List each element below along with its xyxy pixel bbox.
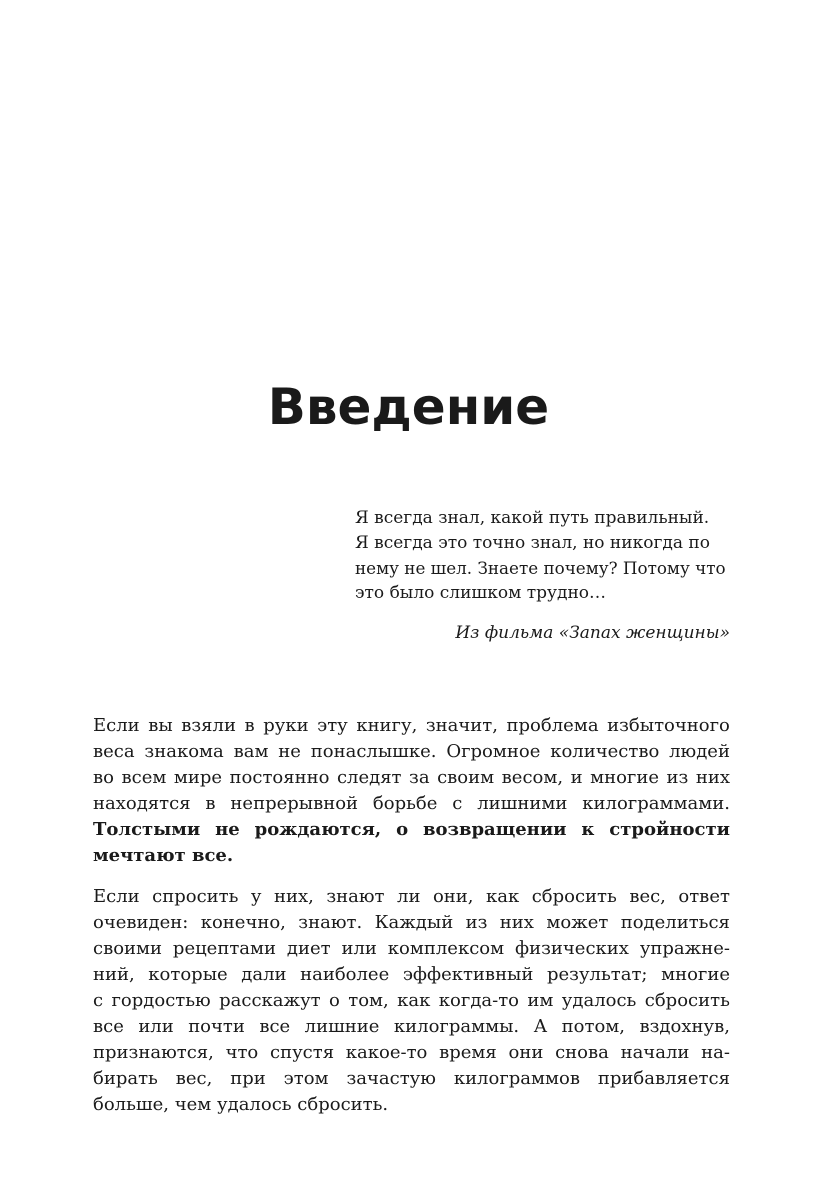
text-line: находятся в непрерывной борьбе с лишними килограммами. (93, 793, 730, 814)
text-line: ний, которые дали наиболее эффективный результат; многие (93, 964, 730, 985)
epigraph-line: Я всегда знал, какой путь правильный. (355, 508, 710, 528)
text-line: во всем мире постоянно следят за своим весом, и многие из них (93, 767, 730, 788)
epigraph-line: нему не шел. Знаете почему? Потому что (355, 558, 726, 578)
text-line: Если вы взяли в руки эту книгу, значит, проблема избыточного (93, 715, 730, 736)
text-line: очевиден: конечно, знают. Каждый из них может поделиться (93, 912, 730, 933)
text-line: своими рецептами диет или комплексом физических упражне- (93, 938, 730, 959)
paragraph-1 (93, 713, 730, 869)
text-line: все или почти все лишние килограммы. А потом, вздохнув, (93, 1016, 730, 1037)
epigraph-line: это было слишком трудно… (355, 583, 607, 603)
epigraph-source: Из фильма «Запах женщины» (455, 623, 730, 643)
text-line: признаются, что спустя какое-то время они снова начали на- (93, 1042, 730, 1063)
bold-text-line: Толстыми не рождаются, о возвращении к стройности (93, 819, 730, 840)
text-line: Если спросить у них, знают ли они, как сбросить вес, ответ (93, 886, 730, 907)
text-line: бирать вес, при этом зачастую килограммов прибавляется (93, 1068, 730, 1089)
bold-text-line: мечтают все. (93, 845, 234, 866)
paragraph-2 (93, 884, 730, 1118)
text-line: с гордостью расскажут о том, как когда-то им удалось сбросить (93, 990, 730, 1011)
epigraph-line: Я всегда это точно знал, но никогда по (355, 533, 710, 553)
epigraph (355, 506, 730, 606)
text-line: больше, чем удалось сбросить. (93, 1094, 389, 1115)
chapter-title: Введение (267, 378, 550, 436)
text-line: веса знакома вам не понаслышке. Огромное количество людей (93, 741, 730, 762)
